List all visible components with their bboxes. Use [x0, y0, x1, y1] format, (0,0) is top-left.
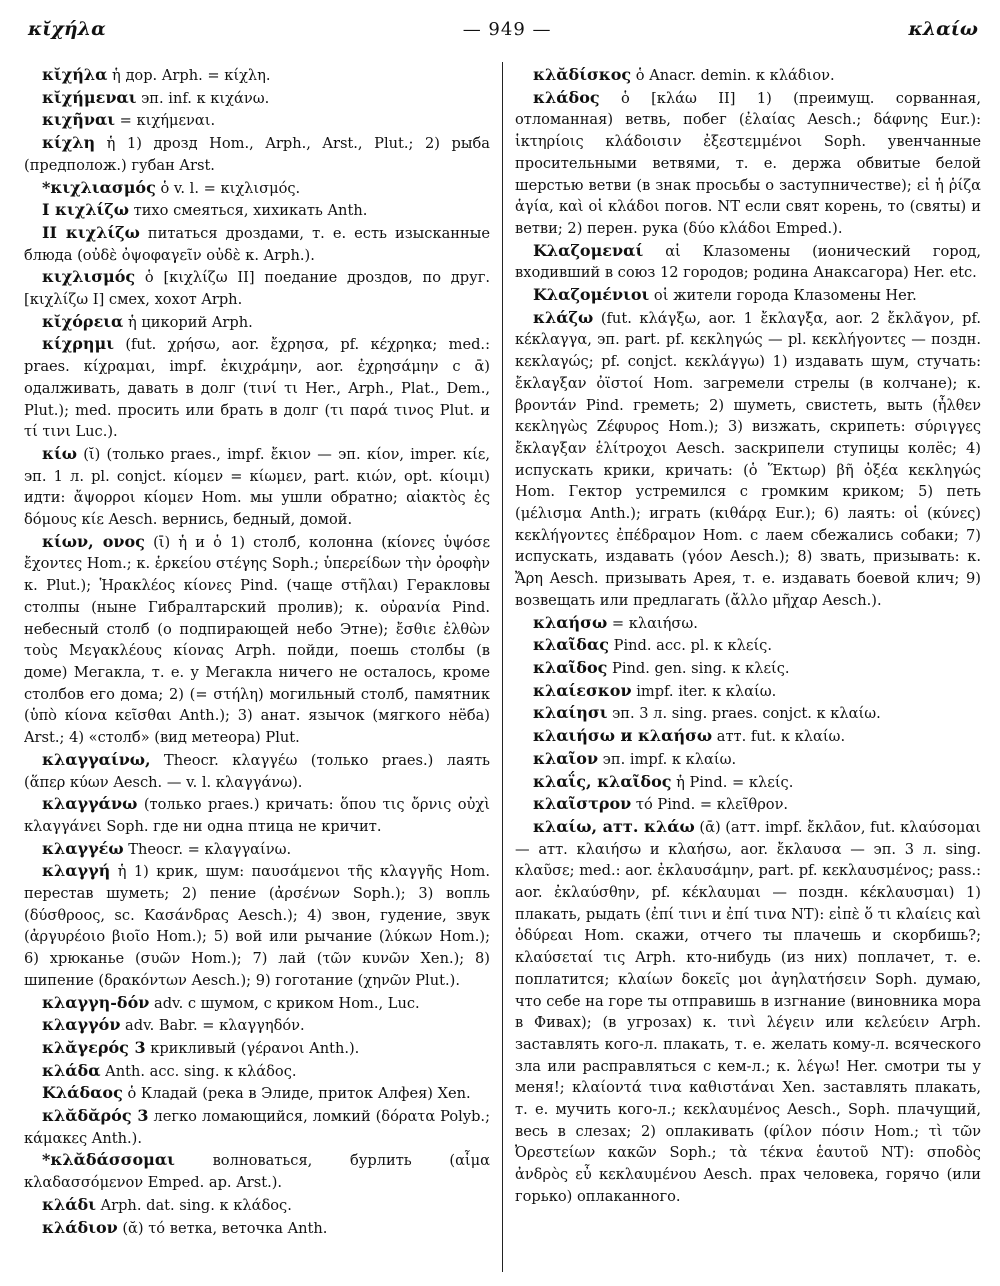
- entry-definition: волноваться, бурлить (αἷμα κλαδασσόμενον Emped. ap. Arst.).: [24, 1152, 490, 1192]
- entry-definition: αἱ Клазомены (ионический город, входивший в союз 12 городов; родина Анаксагора) Her. etc.: [515, 242, 981, 282]
- entry-headword: κλαῖστρον: [533, 794, 632, 814]
- dictionary-entry: [24, 266, 490, 310]
- entry-headword: κίων, ονος: [42, 531, 145, 551]
- entry-headword: κλαγγαίνω,: [42, 749, 151, 769]
- dictionary-entry: [515, 307, 981, 612]
- dictionary-entry: [24, 132, 490, 176]
- dictionary-entry: [24, 333, 490, 443]
- dictionary-entry: [24, 1194, 490, 1217]
- entry-definition: ὁ Anacr. demin. к κλάδιον.: [631, 67, 835, 84]
- dictionary-entry: [24, 1082, 490, 1105]
- dictionary-entry: [24, 1060, 490, 1083]
- dictionary-entry: [24, 64, 490, 87]
- dictionary-entry: [24, 1217, 490, 1240]
- entry-definition: (fut. κλάγξω, aor. 1 ἔκλαγξα, aor. 2 ἔκλᾰγον, pf. κέκλαγγα, эп. part. pf. κεκληγώς — pl. κεκλήγοντες — поздн. κεκλαγώς; pf. conjct. κεκλάγγω) 1) издавать шум, стучать: ἔκλαγξαν ὀϊστοί Hom. загремели стрелы (в колчане); κ. βροντάν Pind. греметь; 2) шуметь, свистеть, выть (ἦλθεν κεκληγὼς Ζέφυρος Hom.); 3) визжать, скрипеть: σύριγγες ἔκλαγξαν ἑλίτροχοι Aesch. заскрипели ступицы колёс; 4) испускать крики, кричать: (ὁ Ἕκτωρ) βῆ ὀξέα κεκληγώς Hom. Гектор устремился с громким криком; 5) петь (μέλισμα Anth.); играть (κιθάρᾳ Eur.); 6) лаять: οἱ (κύνες) κεκλήγοντες ἐπέδραμον Hom. с лаем сбежались собаки; 7) испускать, издавать (γόον Aesch.); 8) звать, призывать: κ. Ἄρη Aesch. призывать Арея, т. е. издавать боевой клич; 9) возвещать или предлагать (ἄλλο μῆχαρ Aesch.).: [515, 309, 981, 609]
- dictionary-entry: [515, 240, 981, 284]
- entry-definition: (fut. χρήσω, aor. ἔχρησα, pf. κέχρηκα; med.: praes. κίχραμαι, impf. ἐκιχράμην, aor. ἐχρησάμην с ᾱ) одалживать, давать в долг (τινί τι Her., Arph., Plat., Dem., Plut.); med. просить или брать в долг (τι παρά τινος Plut. и τί τινι Luc.).: [24, 336, 490, 441]
- entry-headword: *κιχλιασμός: [42, 177, 156, 197]
- dictionary-entry: [24, 87, 490, 110]
- entry-definition: ἡ цикорий Arph.: [123, 313, 253, 331]
- entry-headword: κίχρημι: [42, 334, 114, 354]
- entry-headword: κλᾰγερός 3: [42, 1037, 146, 1057]
- entry-headword: κλαγγή: [42, 861, 111, 881]
- dictionary-entry: [24, 860, 490, 991]
- page-header: [28, 12, 978, 46]
- entry-headword: κιχῆναι: [42, 110, 116, 130]
- entry-headword: κλαίεσκον: [533, 680, 632, 700]
- entry-headword: κλαγγόν: [42, 1015, 121, 1035]
- entry-headword: Κλαζομένιοι: [533, 285, 650, 305]
- dictionary-entry: [24, 199, 490, 222]
- dictionary-entry: [515, 725, 981, 748]
- entry-headword: κλαῖον: [533, 748, 599, 768]
- entry-headword: I κιχλίζω: [42, 200, 129, 220]
- page-number: — 949 —: [462, 18, 552, 40]
- dictionary-entry: [24, 443, 490, 531]
- entry-headword: κιχλισμός: [42, 267, 136, 287]
- entry-headword: κλαῖδας: [533, 635, 609, 655]
- entry-definition: Theocr. = κλαγγαίνω.: [123, 840, 292, 858]
- entry-headword: κλαίω, атт. κλάω: [533, 816, 695, 836]
- entry-definition: ὁ [κλάω II] 1) (преимущ. сорванная, отломанная) ветвь, побег (ἐλαίας Aesch.; δάφνης Eur.): ἱκτηρίοις κλάδοισιν ἐξεστεμμένοι Soph. увенчанные просительными ветвями, т. е. держа обвитые белой шерстью ветви (в знак просьбы о заступничестве); εἰ ἡ ῥίζα ἁγία, καὶ οἱ κλάδοι погов. NT если свят корень, то (святы) и ветви; 2) перен. рука (δύο κλάδοι Emped.).: [515, 89, 981, 237]
- entry-definition: ὁ [κιχλίζω II] поедание дроздов, по друг. [κιχλίζω I] смех, хохот Arph.: [24, 269, 490, 309]
- entry-headword: κλαγγη-δόν: [42, 992, 150, 1012]
- dictionary-entry: [515, 284, 981, 307]
- entry-headword: κλαήσω: [533, 612, 608, 632]
- entry-definition: (ᾰ) τό ветка, веточка Anth.: [117, 1219, 328, 1237]
- entry-headword: κλάδος: [533, 87, 600, 107]
- dictionary-entry: [24, 177, 490, 200]
- dictionary-entry: [24, 1149, 490, 1193]
- entry-definition: крикливый (γέρανοι Anth.).: [145, 1039, 360, 1057]
- entry-definition: эп. 3 л. sing. praes. conjct. к κλαίω.: [607, 705, 881, 723]
- entry-headword: κλαιήσω и κλαήσω: [533, 726, 713, 746]
- entry-definition: ἡ 1) дрозд Hom., Arph., Arst., Plut.; 2) рыба (предполож.) губан Arst.: [24, 135, 490, 174]
- entry-definition: impf. iter. к κλαίω.: [631, 682, 777, 700]
- entry-headword: κῐχήμεναι: [42, 87, 137, 107]
- dictionary-entry: [24, 749, 490, 793]
- entry-definition: = κιχήμεναι.: [115, 112, 216, 130]
- entry-headword: κλάδιον: [42, 1217, 118, 1237]
- entry-headword: κῐχήλα: [42, 65, 108, 84]
- entry-headword: κλαΐς, κλαῖδος: [533, 771, 672, 791]
- dictionary-entry: [515, 657, 981, 680]
- entry-definition: ἡ Pind. = κλείς.: [671, 773, 794, 791]
- entry-definition: τό Pind. = κλεῖθρον.: [631, 796, 789, 814]
- dictionary-entry: [24, 531, 490, 749]
- entry-definition: ἡ 1) крик, шум: παυσάμενοι τῆς κλαγγῆς Hom. перестав шуметь; 2) пение (ἀρσένων Soph.); 3) вопль (δύσθροος, sc. Κασάνδρας Aesch.); 4) звон, гудение, звук (ἀργυρέοιο βιοῖο Hom.); 5) вой или рычание (λύκων Hom.); 6) хрюканье (συῶν Hom.); 7) лай (τῶν κυνῶν Xen.); 8) шипение (δρακόντων Aesch.); 9) гоготание (χηνῶν Plut.).: [24, 863, 490, 989]
- entry-headword: κλαγγέω: [42, 838, 124, 858]
- dictionary-entry: [24, 1037, 490, 1060]
- entry-headword: *κλᾰδάσσομαι: [42, 1150, 175, 1170]
- dictionary-entry: [24, 793, 490, 837]
- entry-headword: κλάζω: [533, 307, 594, 327]
- entry-headword: κλᾰδᾰρός 3: [42, 1106, 149, 1126]
- entry-headword: κλάδι: [42, 1194, 96, 1214]
- entry-definition: Theocr. κλαγγέω (только praes.) лаять (ἅπερ κύων Aesch. — v. l. κλαγγάνω).: [24, 751, 490, 791]
- dictionary-entry: [515, 793, 981, 816]
- entry-definition: эп. impf. к κλαίω.: [598, 750, 737, 768]
- entry-definition: тихо смеяться, хихикать Anth.: [128, 202, 368, 220]
- dictionary-entry: [515, 87, 981, 240]
- entry-definition: (ῐ) (только praes., impf. ἔκιον — эп. κίον, imper. κίε, эп. 1 л. pl. conjct. κίομεν = κίωμεν, part. κιών, opt. κίοιμι) идти: ἄψορροι κίομεν Hom. мы ушли обратно; αἰακτὸς ἐς δόμους κίε Aesch. вернись, бедный, домой.: [24, 445, 490, 529]
- dictionary-entry: [515, 771, 981, 794]
- entry-headword: II κιχλίζω: [42, 222, 140, 242]
- running-head-left: κῐχήλα: [28, 18, 106, 40]
- entry-definition: ὁ v. l. = κιχλισμός.: [155, 179, 301, 197]
- dictionary-entry: [515, 64, 981, 87]
- dictionary-entry: [515, 612, 981, 635]
- entry-definition: adv. Babr. = κλαγγηδόν.: [120, 1017, 305, 1035]
- entry-headword: κλαῖδος: [533, 657, 608, 677]
- entry-definition: = κλαιήσω.: [607, 614, 698, 632]
- dictionary-entry: [24, 222, 490, 266]
- entry-definition: οἱ жители города Клазомены Her.: [649, 287, 917, 305]
- entry-definition: Anth. acc. sing. к κλάδος.: [100, 1062, 297, 1080]
- entry-definition: Pind. acc. pl. к κλείς.: [609, 637, 772, 655]
- entry-headword: κίω: [42, 443, 77, 463]
- entry-definition: эп. inf. к κιχάνω.: [136, 89, 270, 107]
- dictionary-entry: [515, 634, 981, 657]
- entry-definition: ὁ Кладай (река в Элиде, приток Алфея) Xen.: [122, 1085, 471, 1103]
- entry-headword: κίχλη: [42, 133, 96, 153]
- dictionary-entry: [515, 748, 981, 771]
- entry-definition: питаться дроздами, т. е. есть изысканные блюда (οὐδὲ ὀψοφαγεῖν οὐδὲ κ. Arph.).: [24, 224, 490, 264]
- dictionary-entry: [24, 1105, 490, 1149]
- entry-definition: Arph. dat. sing. к κλάδος.: [95, 1196, 292, 1214]
- entry-headword: κλαγγάνω: [42, 794, 138, 814]
- entry-definition: легко ломающийся, ломкий (δόρατα Polyb.; κάμακες Anth.).: [24, 1108, 490, 1147]
- entry-headword: κῐχόρεια: [42, 311, 124, 331]
- dictionary-entry: [24, 109, 490, 132]
- dictionary-entry: [515, 816, 981, 1208]
- dictionary-entry: [24, 992, 490, 1015]
- entry-definition: (ᾱ) (атт. impf. ἔκλᾱον, fut. κλαύσομαι — атт. κλαιήσω и κλαήσω, aor. ἔκλαυσα — эп. 3 л. sing. κλαῦσε; med.: aor. ἐκλαυσάμην, part. pf. κεκλαυσμένος; pass.: aor. ἐκλαύσθην, pf. κέκλαυμαι — поздн. κέκλαυσμαι) 1) плакать, рыдать (ἐπί τινι и ἐπί τινα NT): εἰπὲ ὅ τι κλαίεις καὶ ὀδύρεαι Hom. скажи, отчего ты плачешь и скорбишь?; κλαύσεταί τις Arph. кто-нибудь (из них) поплачет, т. е. поплатится; κλαίων δοκεῖς μοι ἀγηλατήσειν Soph. думаю, что себе на горе ты отправишь в изгнание (виновника мора в Фивах); (в угрозах) κ. τινὶ λέγειν или κελεύειν Arph. заставлять кого-л. плакать, т. е. желать кому-л. всяческого зла или расправляться с кем-л.; κ. λέγω! Her. смотри ты у меня!; κλαίοντά τινα καθιστάναι Xen. заставлять плакать, т. е. мучить кого-л.; κεκλαυμένος Aesch., Soph. плачущий, весь в слезах; 2) оплакивать (φίλον πόσιν Hom.; τὶ τῶν Ὀρεστείων κακῶν Soph.; τὰ τέκνα ἑαυτοῦ NT): σποδὸς ἀνδρὸς εὖ κεκλαυμένου Aesch. прах человека, горячо (или горько) оплаканного.: [515, 818, 981, 1205]
- entry-definition: атт. fut. к κλαίω.: [712, 728, 846, 746]
- right-column: [515, 64, 981, 1274]
- entry-headword: Κλάδαος: [42, 1083, 123, 1103]
- column-divider: [502, 62, 503, 1272]
- entry-definition: (только praes.) кричать: ὅπου τις ὄρνις οὐχὶ κλαγγάνει Soph. где ни одна птица не кричит.: [24, 796, 490, 835]
- entry-headword: κλᾰδίσκος: [533, 65, 632, 84]
- entry-definition: ἡ дор. Arph. = κίχλη.: [107, 67, 271, 84]
- entry-headword: κλάδα: [42, 1060, 101, 1080]
- running-head-right: κλαίω: [908, 18, 978, 40]
- dictionary-entry: [515, 702, 981, 725]
- entry-definition: (ῑ) ἡ и ὁ 1) столб, колонна (κίονες ὑψόσε ἔχοντες Hom.; κ. ἑρκείου στέγης Soph.; ὑπερείδων τὴν ὀροφὴν κ. Plut.); Ἡρακλέος κίονες Pind. (чаще στῆλαι) Геракловы столпы (ныне Гибралтарский пролив); κ. οὐρανία Pind. небесный столб (о подпирающей небо Этне); ἔσθιε ἐλθὼν τοὺς Μεγακλέους κίονας Arph. пойди, поешь столбы (в доме) Мегакла, т. е. у Мегакла ничего не осталось, кроме столбов его дома; 2) (= στήλη) могильный столб, памятник (ὑπὸ κίονα κεῖσθαι Anth.); 3) анат. язычок (мягкого нёба) Arst.; 4) «столб» (вид метеора) Plut.: [24, 533, 490, 747]
- dictionary-entry: [24, 838, 490, 861]
- dictionary-entry: [24, 311, 490, 334]
- left-column: [24, 64, 490, 1274]
- entry-definition: Pind. gen. sing. к κλείς.: [607, 659, 790, 677]
- entry-headword: Κλαζομεναί: [533, 240, 644, 260]
- dictionary-entry: [515, 680, 981, 703]
- entry-definition: adv. с шумом, с криком Hom., Luc.: [149, 994, 420, 1012]
- dictionary-entry: [24, 1014, 490, 1037]
- entry-headword: κλαίησι: [533, 703, 608, 723]
